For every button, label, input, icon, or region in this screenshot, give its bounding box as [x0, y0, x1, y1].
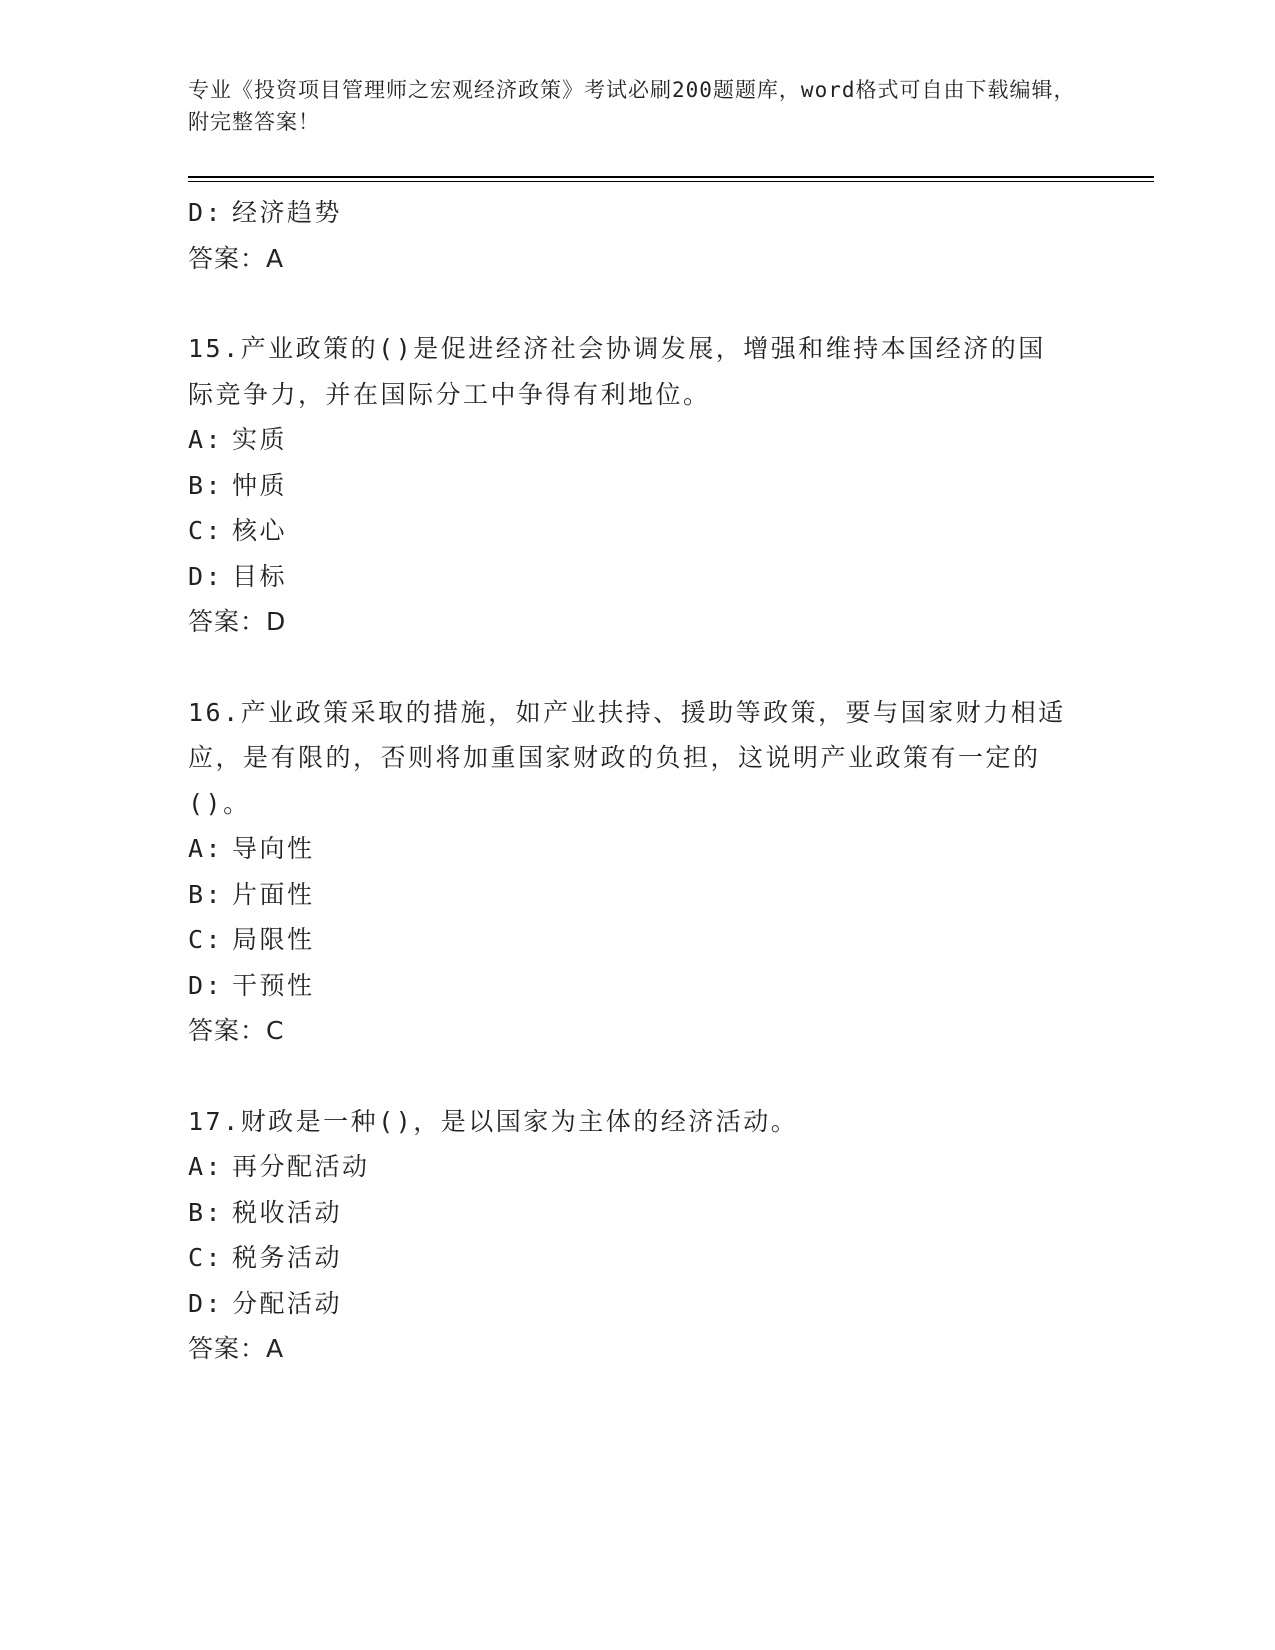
option-key: A:	[188, 425, 224, 454]
option-key: C:	[188, 1243, 224, 1272]
option-key: D:	[188, 198, 224, 227]
document-body	[188, 190, 1088, 1372]
option-b	[188, 463, 1088, 509]
question-stem: 16.产业政策采取的措施，如产业扶持、援助等政策，要与国家财力相适应，是有限的，否则将加重国家财政的负担，这说明产业政策有一定的()。	[188, 697, 1066, 818]
option-d	[188, 554, 1088, 600]
option-a	[188, 1144, 1088, 1190]
option-text: 分配活动	[232, 1288, 343, 1318]
option-d	[188, 190, 1088, 236]
question-stem: 15.产业政策的()是促进经济社会协调发展，增强和维持本国经济的国际竞争力，并在国际分工中争得有利地位。	[188, 334, 1046, 409]
option-text: 税收活动	[232, 1197, 343, 1227]
option-text: 局限性	[232, 925, 315, 954]
option-c	[188, 1235, 1088, 1281]
question-stem: 17.财政是一种()，是以国家为主体的经济活动。	[188, 1106, 799, 1136]
answer-line: 答案：C	[188, 1016, 285, 1045]
answer-line: 答案：A	[188, 1334, 285, 1363]
option-text: 再分配活动	[232, 1152, 370, 1181]
option-key: A:	[188, 834, 224, 863]
option-text: 经济趋势	[232, 198, 343, 227]
option-text: 片面性	[232, 879, 315, 909]
spacer	[188, 645, 1088, 690]
option-key: D:	[188, 561, 224, 591]
question-16	[188, 690, 1088, 1054]
option-key: B:	[188, 1197, 224, 1227]
option-key: D:	[188, 970, 224, 1000]
option-key: C:	[188, 516, 224, 545]
question-17	[188, 1099, 1088, 1372]
answer-line: 答案：D	[188, 607, 287, 636]
option-text: 干预性	[232, 970, 315, 1000]
spacer	[188, 1054, 1088, 1099]
option-text: 核心	[232, 516, 288, 545]
option-a	[188, 826, 1088, 872]
answer-line: 答案：A	[188, 243, 285, 273]
option-d	[188, 963, 1088, 1009]
option-c	[188, 508, 1088, 554]
option-key: C:	[188, 925, 224, 954]
option-text: 税务活动	[232, 1243, 343, 1272]
page-header: 专业《投资项目管理师之宏观经济政策》考试必刷200题题库，word格式可自由下载编辑，附完整答案！	[188, 78, 1076, 134]
option-d	[188, 1281, 1088, 1327]
option-b	[188, 872, 1088, 918]
option-text: 忡质	[232, 470, 288, 500]
option-b	[188, 1190, 1088, 1236]
option-key: B:	[188, 879, 224, 909]
option-key: D:	[188, 1288, 224, 1318]
spacer	[188, 281, 1088, 326]
option-key: A:	[188, 1152, 224, 1181]
question-15	[188, 326, 1088, 645]
option-text: 目标	[232, 561, 288, 591]
option-key: B:	[188, 470, 224, 500]
option-text: 实质	[232, 425, 288, 454]
option-c	[188, 917, 1088, 963]
header-rule-thin	[188, 181, 1154, 182]
option-a	[188, 417, 1088, 463]
header-rule-thick	[188, 176, 1154, 178]
option-text: 导向性	[232, 834, 315, 863]
